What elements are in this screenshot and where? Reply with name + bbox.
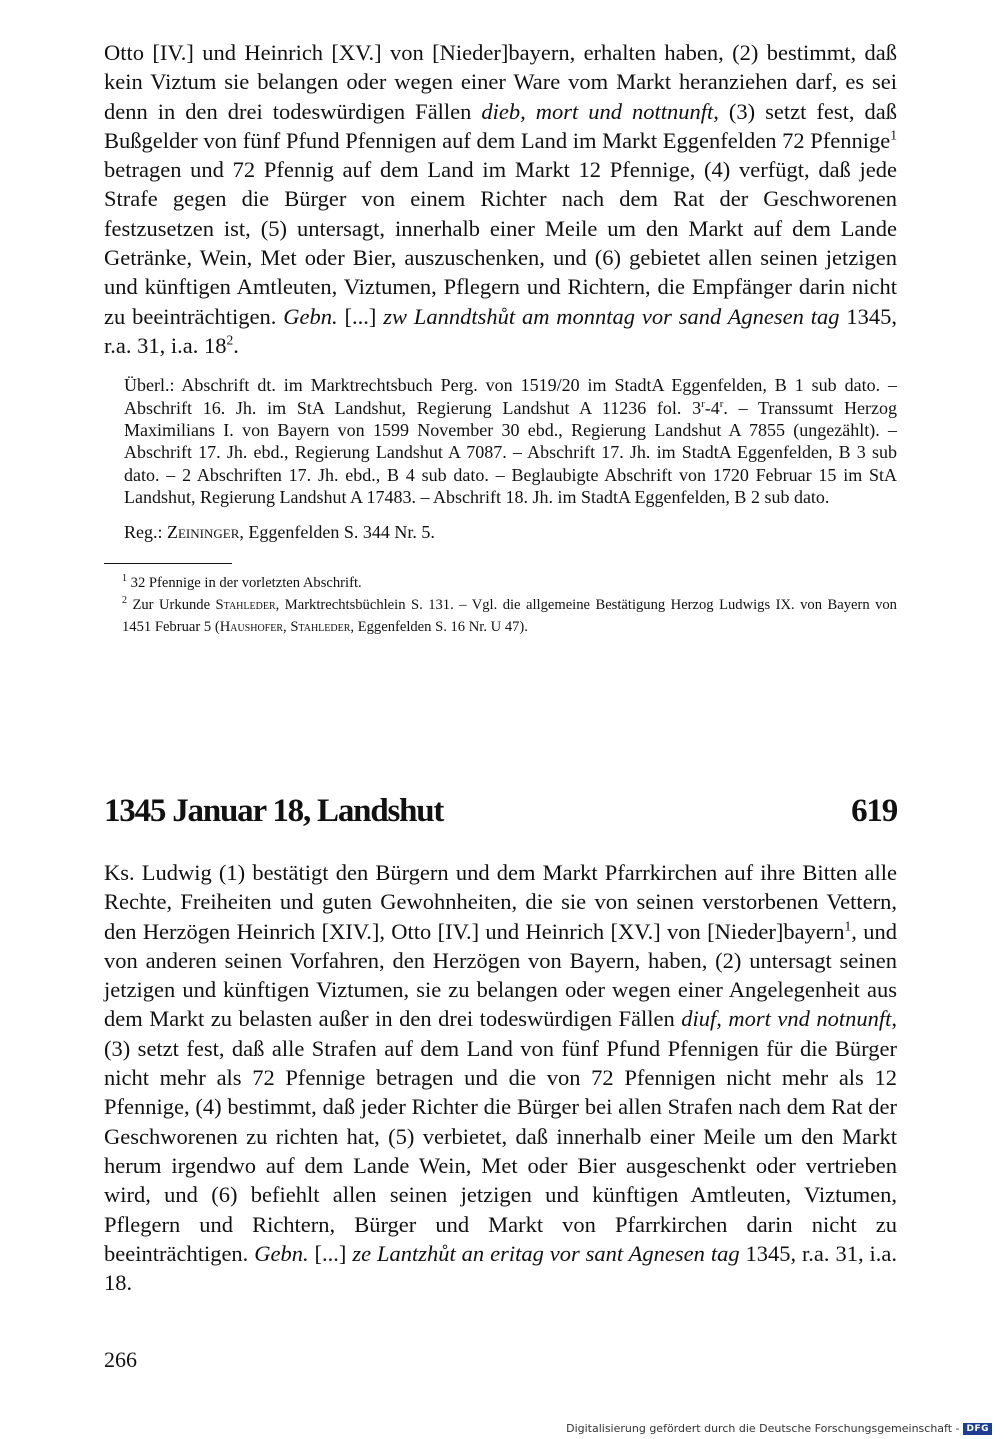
footnotes [104,563,897,638]
text-segment: Otto [IV.] und Heinrich [XV.] von [Nieder]bayern, erhalten haben, (2) bestimmt, daß kein Viztum sie belangen oder wegen einer Ware vom Markt heranziehen darf, es sei denn in den drei todeswürdigen Fällen [104,40,897,124]
footnote-text: Zur Urkunde [127,597,216,614]
credit-text: Digitalisierung gefördert durch die Deutsche Forschungsgemeinschaft - [566,1422,960,1435]
recto-marker: r [701,397,705,410]
footnote-text: , Eggenfelden S. 16 Nr. U 47). [350,619,528,636]
text-segment: -4 [704,397,720,418]
footnote-2 [104,594,897,638]
footnote-text: 32 Pfennige in der vorletzten Abschrift. [127,575,362,592]
digitization-credit [566,1422,992,1435]
gebn-label: Gebn. [283,303,338,329]
entry-number: 619 [851,793,897,829]
text-segment: 1345, r.a. 31, i.a. 18 [104,303,897,358]
footnote-marker[interactable]: 1 [890,127,897,143]
footnote-divider [104,563,232,564]
author-name: Haushofer [219,619,284,636]
page-content [104,38,897,638]
page-number: 266 [104,1347,137,1372]
recto-marker: r [719,397,724,410]
regesten-note [104,521,897,543]
dating-clause: zw Lanndtshůt am monntag vor sand Agnesen tag [383,303,840,329]
quoted-phrase: diuf, mort vnd notnunft [681,1006,892,1032]
text-segment: Überl.: Abschrift dt. im Marktrechtsbuch Perg. von 1519/20 im StadtA Eggenfelden, B 1 sub dato. – Abschrift 16. Jh. im StA Landshut, Regierung Landshut A 11236 fol. 3 [124,375,897,418]
entry-618-continuation [104,38,897,360]
text-segment: , (3) setzt fest, daß Bußgelder von fünf Pfund Pfennigen auf dem Land im Markt Eggenfelden 72 Pfennige [104,98,897,153]
entry-619 [104,858,897,1297]
dfg-logo-icon: DFG [963,1423,992,1435]
footnote-1 [104,572,897,594]
text-segment: 1345, r.a. 31, i.a. 18. [104,1240,897,1296]
footnote-marker[interactable]: 2 [226,332,234,348]
gebn-label: Gebn. [254,1240,309,1266]
text-segment: . – Transsumt Herzog Maximilians I. von Bayern von 1599 November 30 ebd., Regierung Landshut A 7855 (ungezählt). – Abschrift 17. Jh. ebd., Regierung Landshut A 7087. – Abschrift 17. Jh. im StadtA Eggenfelden, B 3 sub dato. – 2 Abschriften 17. Jh. ebd., B 4 sub dato. – Beglaubigte Abschrift von 1720 Februar 15 im StA Landshut, Regierung Landshut A 17483. – Abschrift 18. Jh. im StadtA Eggenfelden, B 2 sub dato. [124,397,897,508]
author-name: Stahleder [215,597,276,614]
footnote-marker[interactable]: 1 [844,918,852,934]
author-name: Zeininger [167,521,240,542]
author-name: Stahleder [290,619,351,636]
quoted-phrase: dieb, mort und nottnunft [481,98,714,124]
text-segment: [...] [337,303,384,329]
text-segment: , Eggenfelden S. 344 Nr. 5. [239,521,435,542]
text-segment: [...] [308,1240,353,1266]
text-segment: , und von anderen seinen Vorfahren, den Herzögen von Bayern, haben, (2) untersagt seinen jetzigen und künftigen Viztumen, sie zu belangen oder wegen einer Angelegenheit aus dem Markt zu belasten außer in den drei todeswürdigen Fällen [104,918,897,1032]
footnote-number: 1 [122,573,127,585]
reg-label: Reg.: [124,521,167,542]
text-segment: betragen und 72 Pfennig auf dem Land im Markt 12 Pfennige, (4) verfügt, daß jede Strafe gegen die Bürger von einem Richter nach dem Rat der Geschworenen festzusetzen ist, (5) untersagt, innerhalb einer Meile um den Markt auf dem Lande Getränke, Wein, Met oder Bier, auszuschenken, und (6) gebietet allen seinen jetzigen und künftigen Amtleuten, Viztumen, Pflegern und Richtern, die Empfänger darin nicht zu beeinträchtigen. [104,157,897,329]
footnote-text: , Marktrechtsbüchlein S. 131. – Vgl. die allgemeine Bestätigung Herzog Ludwigs IX. von Bayern von 1451 Februar 5 ( [122,597,897,636]
entry-619-regest [104,858,897,1297]
entry-date-place: 1345 Januar 18, Landshut [104,793,444,829]
ueberlieferung-note [104,374,897,508]
text-segment: , (3) setzt fest, daß alle Strafen auf dem Land von fünf Pfund Pfennigen für die Bürger nicht mehr als 72 Pfennige betragen und die von 72 Pfennigen nicht mehr als 12 Pfennige, (4) bestimmt, daß jeder Richter die Bürger bei allen Strafen nach dem Rat der Geschworenen zu richten hat, (5) verbietet, daß innerhalb einer Meile um den Markt herum irgendwo auf dem Lande Wein, Met oder Bier ausgeschenkt oder vertrieben wird, und (6) befiehlt allen seinen jetzigen und künftigen Amtleuten, Viztumen, Pflegern und Richtern, Bürger und Markt von Pfarrkirchen darin nicht zu beeinträchtigen. [104,1006,897,1266]
entry-heading [104,793,897,830]
dating-clause: ze Lantzhůt an eritag vor sant Agnesen tag [352,1240,740,1266]
footnote-number: 2 [122,595,127,607]
text-segment: . [233,332,239,358]
text-segment: Ks. Ludwig (1) bestätigt den Bürgern und dem Markt Pfarrkirchen auf ihre Bitten alle Rechte, Freiheiten und guten Gewohnheiten, die sie von seinen verstorbenen Vettern, den Herzögen Heinrich [XIV.], Otto [IV.] und Heinrich [XV.] von [Nieder]bayern [104,860,897,944]
footnote-text: , [283,619,291,636]
